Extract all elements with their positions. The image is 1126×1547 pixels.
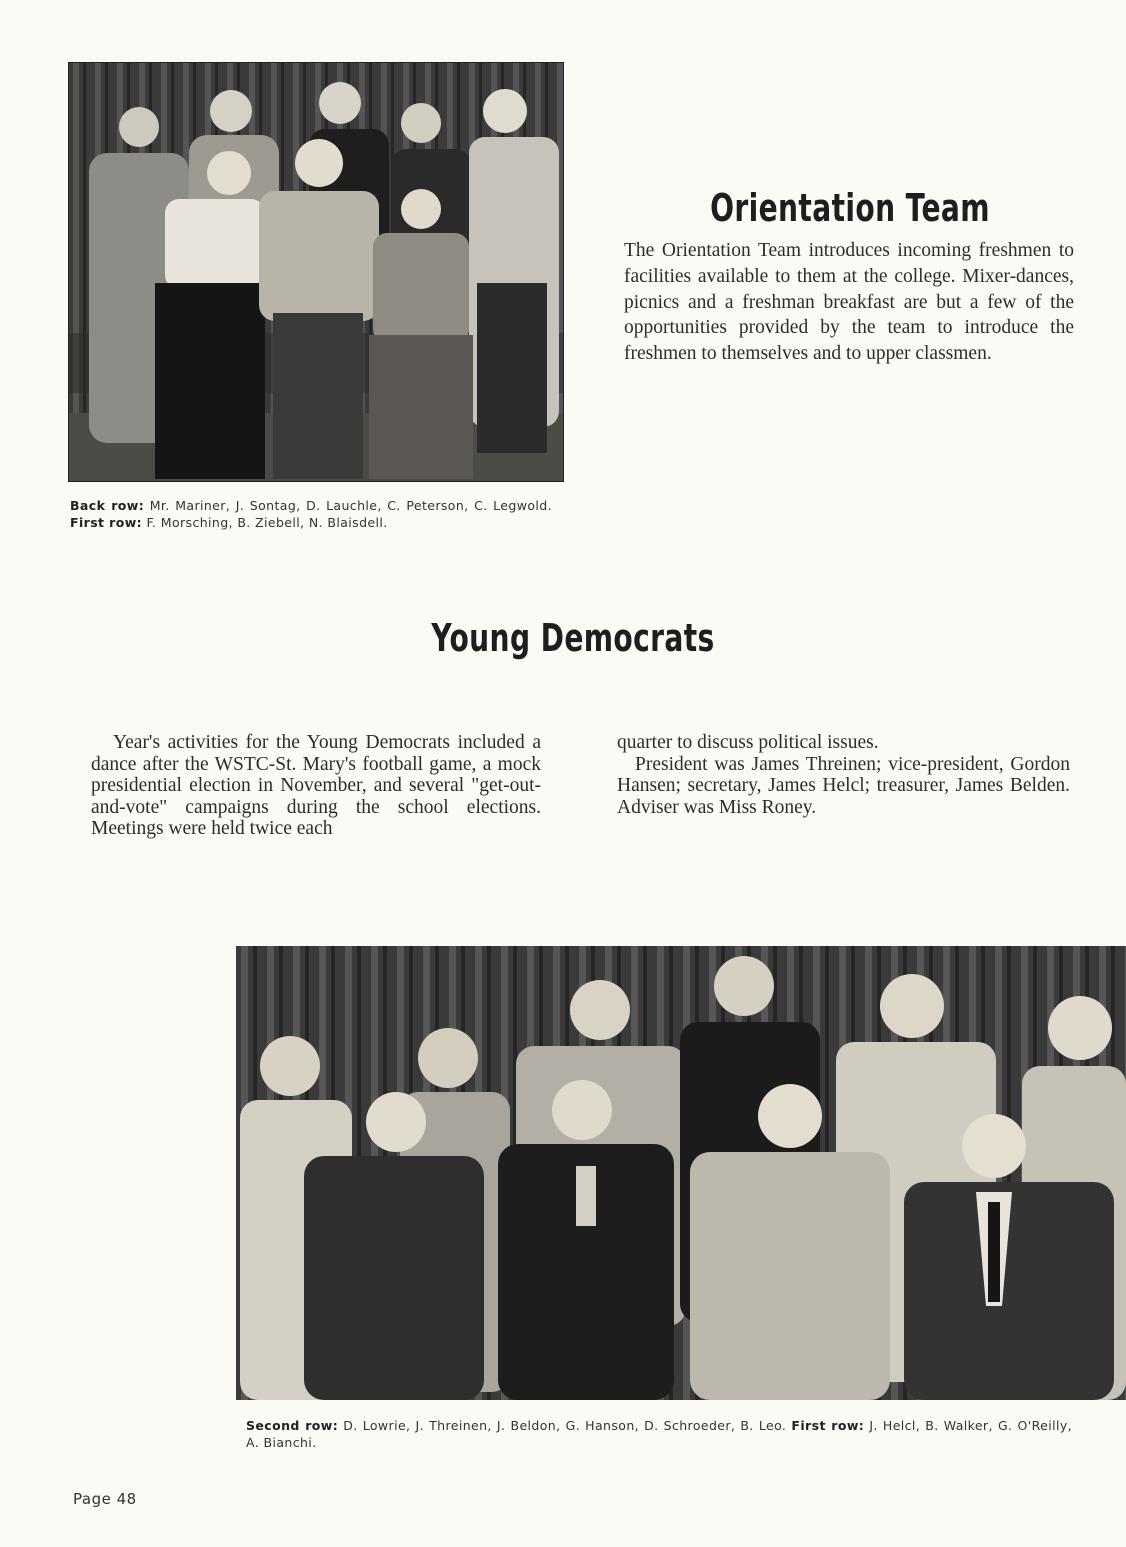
orientation-team-heading: Orientation Team bbox=[710, 186, 990, 230]
young-democrats-heading: Young Democrats bbox=[431, 616, 715, 660]
caption-first-row-label: First row: bbox=[791, 1418, 865, 1433]
young-democrats-col2-line1: quarter to discuss political issues. bbox=[617, 732, 879, 753]
orientation-team-photo bbox=[68, 62, 564, 482]
page-number: Page 48 bbox=[73, 1490, 137, 1508]
caption-back-row-names: Mr. Mariner, J. Sontag, D. Lauchle, C. Peterson, C. Legwold. bbox=[149, 498, 552, 513]
caption-second-row-names: D. Lowrie, J. Threinen, J. Beldon, G. Hanson, D. Schroeder, B. Leo. bbox=[343, 1418, 787, 1433]
caption-first-row-names: J. Helcl, B. Walker, G. O'Reilly, A. Bianchi. bbox=[246, 1418, 1072, 1450]
young-democrats-text-column-2 bbox=[617, 732, 1070, 818]
caption-back-row-label: Back row: bbox=[70, 498, 145, 513]
orientation-team-caption bbox=[70, 497, 552, 531]
caption-first-row-names: F. Morsching, B. Ziebell, N. Blaisdell. bbox=[146, 515, 388, 530]
orientation-team-photo-image bbox=[69, 63, 563, 481]
caption-second-row-label: Second row: bbox=[246, 1418, 339, 1433]
young-democrats-caption bbox=[246, 1417, 1072, 1451]
young-democrats-officers: President was James Threinen; vice-president, Gordon Hansen; secretary, James Helcl; treasurer, James Belden. Adviser was Miss Roney. bbox=[617, 753, 1070, 818]
caption-first-row-label: First row: bbox=[70, 515, 143, 530]
young-democrats-text-column-1: Year's activities for the Young Democrats included a dance after the WSTC-St. Mary's football game, a mock presidential election in November, and several "get-out-and-vote" campaigns during the school elections. Meetings were held twice each bbox=[91, 732, 541, 839]
orientation-team-description: The Orientation Team introduces incoming freshmen to facilities available to them at the college. Mixer-dances, picnics and a freshman breakfast are but a few of the opportunities provided by the team to introduce the freshmen to themselves and to upper classmen. bbox=[624, 240, 1074, 365]
young-democrats-photo-image bbox=[236, 946, 1126, 1400]
young-democrats-photo bbox=[236, 946, 1126, 1400]
